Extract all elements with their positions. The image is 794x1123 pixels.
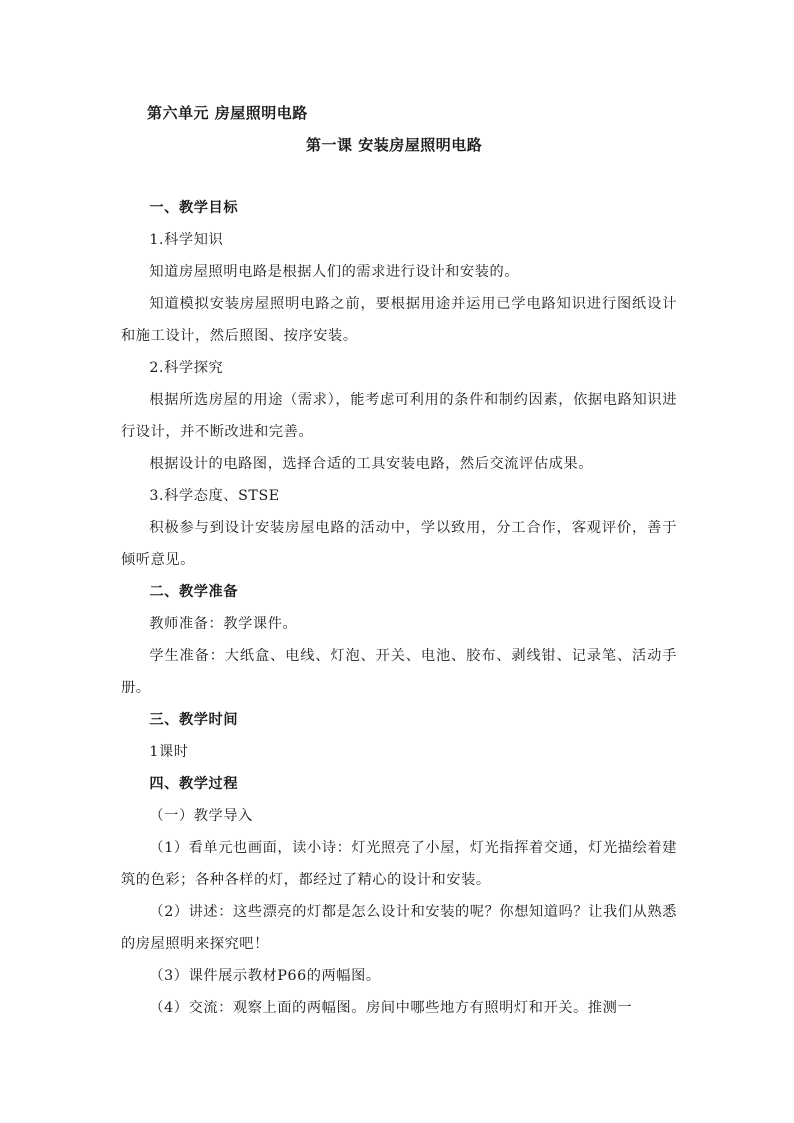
intro-heading: （一）教学导入 — [149, 808, 253, 824]
time-heading: 三、教学时间 — [149, 712, 239, 728]
document-body — [121, 192, 677, 1024]
inquiry-paragraph-2: 根据设计的电路图，选择合适的工具安装电路，然后交流评估成果。 — [149, 456, 594, 472]
time-value: 1课时 — [149, 744, 189, 760]
unit-title: 第六单元 房屋照明电路 — [147, 104, 308, 122]
process-step-3: （3）课件展示教材P66的两幅图。 — [149, 968, 381, 984]
knowledge-heading: 1.科学知识 — [149, 232, 224, 248]
prep-teacher: 教师准备：教学课件。 — [149, 616, 298, 632]
prep-student: 学生准备：大纸盒、电线、灯泡、开关、电池、胶布、剥线钳、记录笔、活动手册。 — [121, 648, 677, 696]
inquiry-heading: 2.科学探究 — [149, 360, 224, 376]
goals-heading: 一、教学目标 — [149, 200, 239, 216]
process-heading: 四、教学过程 — [149, 776, 239, 792]
process-step-2: （2）讲述：这些漂亮的灯都是怎么设计和安装的呢？你想知道吗？让我们从熟悉的房屋照明来探究吧！ — [121, 904, 677, 952]
attitude-paragraph: 积极参与到设计安装房屋电路的活动中，学以致用，分工合作，客观评价，善于倾听意见。 — [121, 520, 677, 568]
process-step-4: （4）交流：观察上面的两幅图。房间中哪些地方有照明灯和开关。推测一 — [149, 1000, 633, 1016]
attitude-heading: 3.科学态度、STSE — [149, 488, 280, 504]
knowledge-paragraph-1: 知道房屋照明电路是根据人们的需求进行设计和安装的。 — [149, 264, 520, 280]
prep-heading: 二、教学准备 — [149, 584, 239, 600]
process-step-1: （1）看单元也画面，读小诗：灯光照亮了小屋，灯光指挥着交通，灯光描绘着建筑的色彩；各种各样的灯，都经过了精心的设计和安装。 — [121, 840, 677, 888]
knowledge-paragraph-2: 知道模拟安装房屋照明电路之前，要根据用途并运用已学电路知识进行图纸设计和施工设计，然后照图、按序安装。 — [121, 296, 677, 344]
lesson-title: 第一课 安装房屋照明电路 — [306, 136, 483, 154]
inquiry-paragraph-1: 根据所选房屋的用途（需求），能考虑可利用的条件和制约因素，依据电路知识进行设计，并不断改进和完善。 — [121, 392, 677, 440]
